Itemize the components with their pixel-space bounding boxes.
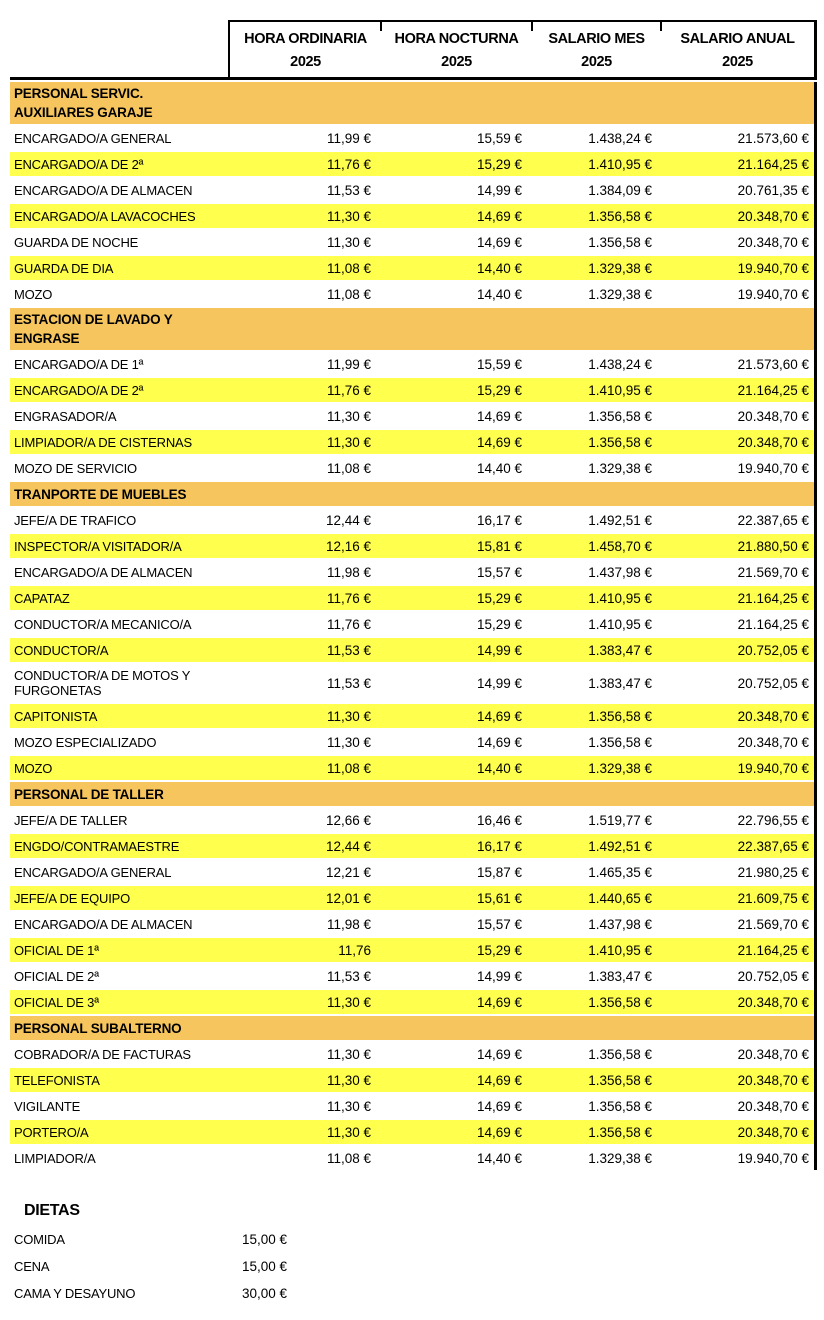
column-year: 2025 <box>722 54 753 70</box>
row-value-hora-nocturna: 15,29 € <box>476 382 522 398</box>
row-value-hora-nocturna: 14,40 € <box>476 760 522 776</box>
row-value-hora-ordinaria: 12,16 € <box>325 538 371 554</box>
row-label: CAPATAZ <box>14 590 70 606</box>
row-value-hora-nocturna: 16,17 € <box>476 838 522 854</box>
column-title: SALARIO ANUAL <box>680 31 795 47</box>
row-label: LIMPIADOR/A DE CISTERNAS <box>14 434 192 450</box>
row-label: ENCARGADO/A GENERAL <box>14 864 172 880</box>
row-value-hora-nocturna: 14,99 € <box>476 642 522 658</box>
table-header-row <box>228 20 817 77</box>
row-value-salario-mes: 1.329,38 € <box>588 1150 652 1166</box>
row-value-salario-mes: 1.356,58 € <box>588 708 652 724</box>
row-value-hora-nocturna: 16,46 € <box>476 812 522 828</box>
section-header-line: PERSONAL SERVIC. <box>14 86 144 101</box>
row-value-hora-ordinaria: 11,08 € <box>326 760 371 776</box>
row-value-salario-anual: 19.940,70 € <box>737 286 809 302</box>
row-value-hora-ordinaria: 11,30 € <box>326 408 371 424</box>
row-value-hora-ordinaria: 12,21 € <box>325 864 371 880</box>
table-row <box>10 586 814 610</box>
row-label: CONDUCTOR/A MECANICO/A <box>14 616 192 632</box>
dieta-label: CAMA Y DESAYUNO <box>14 1286 136 1301</box>
row-value-hora-nocturna: 15,59 € <box>476 356 522 372</box>
row-label: ENCARGADO/A DE 2ª <box>14 156 144 172</box>
row-value-hora-nocturna: 14,69 € <box>476 1072 522 1088</box>
row-value-hora-ordinaria: 11,30 € <box>326 1046 371 1062</box>
row-value-hora-nocturna: 15,29 € <box>476 590 522 606</box>
table-row <box>10 860 814 884</box>
row-label: JEFE/A DE TALLER <box>14 812 128 828</box>
row-value-hora-ordinaria: 12,01 € <box>325 890 371 906</box>
row-value-salario-mes: 1.356,58 € <box>588 434 652 450</box>
row-value-hora-nocturna: 15,87 € <box>476 864 522 880</box>
row-value-hora-nocturna: 15,57 € <box>476 564 522 580</box>
row-value-salario-anual: 21.569,70 € <box>737 916 809 932</box>
row-value-hora-nocturna: 14,69 € <box>476 734 522 750</box>
row-value-salario-anual: 21.573,60 € <box>737 130 809 146</box>
row-label: CAPITONISTA <box>14 708 98 724</box>
row-value-hora-nocturna: 14,69 € <box>476 1124 522 1140</box>
row-value-salario-anual: 19.940,70 € <box>737 460 809 476</box>
dietas-items <box>14 1232 817 1301</box>
row-value-hora-ordinaria: 11,30 € <box>326 434 371 450</box>
row-value-hora-ordinaria: 12,66 € <box>325 812 371 828</box>
dieta-value: 15,00 € <box>241 1232 287 1247</box>
table-row <box>10 1042 814 1066</box>
row-value-salario-mes: 1.410,95 € <box>588 382 652 398</box>
row-value-salario-mes: 1.329,38 € <box>588 460 652 476</box>
row-value-salario-mes: 1.383,47 € <box>588 968 652 984</box>
row-value-salario-mes: 1.356,58 € <box>588 734 652 750</box>
row-value-salario-anual: 21.164,25 € <box>737 590 809 606</box>
row-value-hora-ordinaria: 11,53 € <box>326 182 371 198</box>
row-value-salario-mes: 1.458,70 € <box>588 538 652 554</box>
row-value-salario-mes: 1.438,24 € <box>588 356 652 372</box>
row-value-hora-nocturna: 14,69 € <box>476 708 522 724</box>
table-row <box>10 152 814 176</box>
row-value-hora-ordinaria: 11,30 € <box>326 208 371 224</box>
row-value-salario-mes: 1.329,38 € <box>588 760 652 776</box>
row-label: JEFE/A DE EQUIPO <box>14 890 130 906</box>
row-value-hora-ordinaria: 11,76 € <box>326 156 371 172</box>
table-row <box>10 404 814 428</box>
row-value-hora-nocturna: 14,69 € <box>476 408 522 424</box>
table-row <box>10 730 814 754</box>
row-value-hora-ordinaria: 11,30 € <box>326 1124 371 1140</box>
row-label: MOZO <box>14 286 53 302</box>
row-value-hora-ordinaria: 11,08 € <box>326 460 371 476</box>
row-value-salario-anual: 20.752,05 € <box>737 968 809 984</box>
table-row <box>10 256 814 280</box>
dieta-row <box>14 1286 817 1301</box>
row-value-salario-anual: 22.796,55 € <box>737 812 809 828</box>
row-label: GUARDA DE DIA <box>14 260 114 276</box>
row-value-salario-mes: 1.356,58 € <box>588 234 652 250</box>
table-row <box>10 808 814 832</box>
dieta-value: 15,00 € <box>241 1259 287 1274</box>
row-value-hora-nocturna: 14,69 € <box>476 1046 522 1062</box>
row-value-salario-mes: 1.329,38 € <box>588 260 652 276</box>
row-value-salario-anual: 21.980,25 € <box>737 864 809 880</box>
table-row <box>10 430 814 454</box>
row-value-hora-nocturna: 15,57 € <box>476 916 522 932</box>
row-value-salario-anual: 19.940,70 € <box>737 760 809 776</box>
row-value-salario-mes: 1.356,58 € <box>588 1046 652 1062</box>
row-value-salario-mes: 1.356,58 € <box>588 994 652 1010</box>
row-value-salario-anual: 21.609,75 € <box>737 890 809 906</box>
row-value-salario-anual: 20.348,70 € <box>737 1124 809 1140</box>
table-row <box>10 912 814 936</box>
row-value-salario-anual: 22.387,65 € <box>737 838 809 854</box>
row-label: CONDUCTOR/A DE MOTOS Y FURGONETAS <box>14 668 190 698</box>
row-value-salario-mes: 1.356,58 € <box>588 1124 652 1140</box>
section-header <box>10 82 814 124</box>
row-value-salario-anual: 20.348,70 € <box>737 1046 809 1062</box>
row-value-hora-nocturna: 14,69 € <box>476 234 522 250</box>
row-value-salario-anual: 20.752,05 € <box>737 642 809 658</box>
row-value-hora-nocturna: 14,69 € <box>476 994 522 1010</box>
row-value-salario-mes: 1.383,47 € <box>588 675 652 691</box>
row-label: ENCARGADO/A LAVACOCHES <box>14 208 196 224</box>
row-value-salario-anual: 21.164,25 € <box>737 382 809 398</box>
row-value-salario-anual: 20.348,70 € <box>737 234 809 250</box>
row-value-hora-nocturna: 14,40 € <box>476 260 522 276</box>
row-value-hora-ordinaria: 11,30 € <box>326 734 371 750</box>
row-value-hora-ordinaria: 11,08 € <box>326 260 371 276</box>
row-value-hora-nocturna: 15,29 € <box>476 942 522 958</box>
table-row <box>10 704 814 728</box>
row-value-salario-mes: 1.465,35 € <box>588 864 652 880</box>
table-body <box>10 82 817 1170</box>
table-row <box>10 938 814 962</box>
section-header <box>10 1016 814 1040</box>
row-value-salario-mes: 1.492,51 € <box>588 512 652 528</box>
row-value-salario-mes: 1.410,95 € <box>588 616 652 632</box>
row-value-hora-nocturna: 14,99 € <box>476 675 522 691</box>
row-label: ENCARGADO/A DE 1ª <box>14 356 144 372</box>
row-value-salario-anual: 20.348,70 € <box>737 1098 809 1114</box>
section-header-line: TRANPORTE DE MUEBLES <box>14 486 187 502</box>
table-row <box>10 638 814 662</box>
row-label: MOZO DE SERVICIO <box>14 460 137 476</box>
table-row <box>10 534 814 558</box>
table-row <box>10 378 814 402</box>
table-row <box>10 1094 814 1118</box>
row-label: CONDUCTOR/A <box>14 642 109 658</box>
row-value-hora-nocturna: 14,40 € <box>476 460 522 476</box>
row-label: ENCARGADO/A DE ALMACEN <box>14 182 193 198</box>
column-year: 2025 <box>441 54 472 70</box>
row-value-salario-mes: 1.383,47 € <box>588 642 652 658</box>
dieta-row <box>14 1232 817 1247</box>
column-year: 2025 <box>581 54 612 70</box>
dieta-label: COMIDA <box>14 1232 65 1247</box>
row-label: GUARDA DE NOCHE <box>14 234 139 250</box>
column-header-hora-ordinaria <box>230 22 381 77</box>
section-header-line: PERSONAL DE TALLER <box>14 786 164 802</box>
row-value-salario-anual: 20.761,35 € <box>737 182 809 198</box>
section-header-line: ESTACION DE LAVADO Y <box>14 312 173 327</box>
row-value-salario-anual: 21.164,25 € <box>737 156 809 172</box>
column-title: HORA ORDINARIA <box>244 31 367 47</box>
row-value-hora-ordinaria: 11,99 € <box>326 356 371 372</box>
column-header-hora-nocturna <box>381 22 532 77</box>
salary-table <box>10 20 817 1313</box>
row-value-salario-anual: 21.573,60 € <box>737 356 809 372</box>
row-value-salario-mes: 1.384,09 € <box>588 182 652 198</box>
row-value-hora-nocturna: 14,69 € <box>476 1098 522 1114</box>
table-row <box>10 664 814 702</box>
section-header-line: ENGRASE <box>14 331 80 346</box>
section-header <box>10 782 814 806</box>
row-value-salario-mes: 1.440,65 € <box>588 890 652 906</box>
row-label: INSPECTOR/A VISITADOR/A <box>14 538 182 554</box>
row-value-salario-anual: 20.348,70 € <box>737 734 809 750</box>
row-value-hora-nocturna: 14,69 € <box>476 208 522 224</box>
row-value-hora-ordinaria: 11,76 € <box>326 382 371 398</box>
row-label: ENCARGADO/A GENERAL <box>14 130 172 146</box>
row-value-salario-anual: 21.569,70 € <box>737 564 809 580</box>
row-value-hora-ordinaria: 11,30 € <box>326 994 371 1010</box>
row-label: LIMPIADOR/A <box>14 1150 96 1166</box>
row-value-salario-mes: 1.438,24 € <box>588 130 652 146</box>
row-label: TELEFONISTA <box>14 1072 100 1088</box>
table-row <box>10 990 814 1014</box>
dieta-value: 30,00 € <box>241 1286 287 1301</box>
row-value-salario-anual: 20.348,70 € <box>737 208 809 224</box>
table-row <box>10 756 814 780</box>
row-label: JEFE/A DE TRAFICO <box>14 512 137 528</box>
row-value-hora-ordinaria: 11,30 € <box>326 708 371 724</box>
row-value-hora-ordinaria: 11,98 € <box>326 564 371 580</box>
row-value-hora-ordinaria: 11,76 € <box>326 590 371 606</box>
row-value-hora-ordinaria: 11,53 € <box>326 642 371 658</box>
row-value-salario-anual: 20.348,70 € <box>737 708 809 724</box>
row-value-hora-ordinaria: 11,30 € <box>326 1098 371 1114</box>
row-label: ENGRASADOR/A <box>14 408 117 424</box>
section-header <box>10 308 814 350</box>
row-value-hora-ordinaria: 11,99 € <box>326 130 371 146</box>
column-header-salario-mes <box>532 22 661 77</box>
row-value-hora-ordinaria: 11,53 € <box>326 675 371 691</box>
column-header-salario-anual <box>661 22 814 77</box>
row-value-salario-anual: 20.348,70 € <box>737 994 809 1010</box>
column-title: SALARIO MES <box>548 31 645 47</box>
row-value-hora-ordinaria: 11,53 € <box>326 968 371 984</box>
section-header-line: AUXILIARES GARAJE <box>14 105 153 120</box>
row-value-salario-anual: 21.164,25 € <box>737 942 809 958</box>
section-header-line: PERSONAL SUBALTERNO <box>14 1020 182 1036</box>
row-value-salario-mes: 1.410,95 € <box>588 590 652 606</box>
table-row <box>10 1120 814 1144</box>
row-value-salario-mes: 1.356,58 € <box>588 408 652 424</box>
row-value-salario-anual: 22.387,65 € <box>737 512 809 528</box>
column-title: HORA NOCTURNA <box>394 31 519 47</box>
row-value-salario-mes: 1.519,77 € <box>588 812 652 828</box>
section-header <box>10 482 814 506</box>
dieta-label: CENA <box>14 1259 50 1274</box>
row-value-salario-anual: 20.348,70 € <box>737 408 809 424</box>
table-row <box>10 352 814 376</box>
dieta-row <box>14 1259 817 1274</box>
row-label: MOZO <box>14 760 53 776</box>
header-bottom-rule <box>10 77 817 80</box>
row-value-hora-nocturna: 14,99 € <box>476 182 522 198</box>
table-row <box>10 230 814 254</box>
row-label: COBRADOR/A DE FACTURAS <box>14 1046 191 1062</box>
row-value-hora-nocturna: 14,40 € <box>476 1150 522 1166</box>
row-label: ENCARGADO/A DE ALMACEN <box>14 564 193 580</box>
row-value-salario-mes: 1.410,95 € <box>588 942 652 958</box>
row-label: VIGILANTE <box>14 1098 81 1114</box>
column-year: 2025 <box>290 54 321 70</box>
row-value-salario-anual: 19.940,70 € <box>737 1150 809 1166</box>
row-value-hora-nocturna: 15,29 € <box>476 156 522 172</box>
row-value-salario-anual: 20.348,70 € <box>737 1072 809 1088</box>
row-value-salario-mes: 1.356,58 € <box>588 1098 652 1114</box>
row-value-hora-ordinaria: 11,30 € <box>326 1072 371 1088</box>
table-row <box>10 560 814 584</box>
row-value-hora-nocturna: 15,81 € <box>476 538 522 554</box>
row-value-hora-nocturna: 14,99 € <box>476 968 522 984</box>
row-value-hora-nocturna: 15,59 € <box>476 130 522 146</box>
row-value-salario-anual: 19.940,70 € <box>737 260 809 276</box>
row-value-hora-ordinaria: 11,30 € <box>326 234 371 250</box>
table-row <box>10 204 814 228</box>
row-value-hora-ordinaria: 12,44 € <box>325 838 371 854</box>
row-label: OFICIAL DE 3ª <box>14 994 99 1010</box>
table-row <box>10 456 814 480</box>
table-row <box>10 508 814 532</box>
row-value-salario-anual: 21.164,25 € <box>737 616 809 632</box>
row-value-hora-ordinaria: 11,76 <box>338 942 371 958</box>
row-value-salario-anual: 20.348,70 € <box>737 434 809 450</box>
table-row <box>10 964 814 988</box>
row-label: ENCARGADO/A DE 2ª <box>14 382 144 398</box>
row-value-salario-mes: 1.437,98 € <box>588 916 652 932</box>
table-row <box>10 282 814 306</box>
row-value-salario-anual: 20.752,05 € <box>737 675 809 691</box>
row-value-salario-mes: 1.329,38 € <box>588 286 652 302</box>
row-value-salario-mes: 1.410,95 € <box>588 156 652 172</box>
row-value-salario-mes: 1.437,98 € <box>588 564 652 580</box>
row-label: OFICIAL DE 1ª <box>14 942 99 958</box>
row-value-salario-mes: 1.356,58 € <box>588 1072 652 1088</box>
row-value-hora-nocturna: 15,61 € <box>476 890 522 906</box>
row-value-salario-mes: 1.356,58 € <box>588 208 652 224</box>
table-row <box>10 612 814 636</box>
row-value-hora-ordinaria: 11,08 € <box>326 1150 371 1166</box>
row-value-hora-nocturna: 14,40 € <box>476 286 522 302</box>
row-value-hora-ordinaria: 11,08 € <box>326 286 371 302</box>
dietas-title: DIETAS <box>24 1202 80 1219</box>
row-value-hora-ordinaria: 11,98 € <box>326 916 371 932</box>
table-row <box>10 1146 814 1170</box>
table-row <box>10 126 814 150</box>
row-label: PORTERO/A <box>14 1124 89 1140</box>
row-value-salario-anual: 21.880,50 € <box>737 538 809 554</box>
row-value-hora-nocturna: 16,17 € <box>476 512 522 528</box>
row-value-hora-nocturna: 14,69 € <box>476 434 522 450</box>
table-row <box>10 1068 814 1092</box>
row-label: ENCARGADO/A DE ALMACEN <box>14 916 193 932</box>
row-value-hora-nocturna: 15,29 € <box>476 616 522 632</box>
row-value-hora-ordinaria: 11,76 € <box>326 616 371 632</box>
row-label: ENGDO/CONTRAMAESTRE <box>14 838 180 854</box>
row-label: OFICIAL DE 2ª <box>14 968 99 984</box>
table-row <box>10 178 814 202</box>
row-value-hora-ordinaria: 12,44 € <box>325 512 371 528</box>
row-label: MOZO ESPECIALIZADO <box>14 734 157 750</box>
dietas-section <box>14 1202 817 1301</box>
row-value-salario-mes: 1.492,51 € <box>588 838 652 854</box>
table-row <box>10 834 814 858</box>
table-row <box>10 886 814 910</box>
